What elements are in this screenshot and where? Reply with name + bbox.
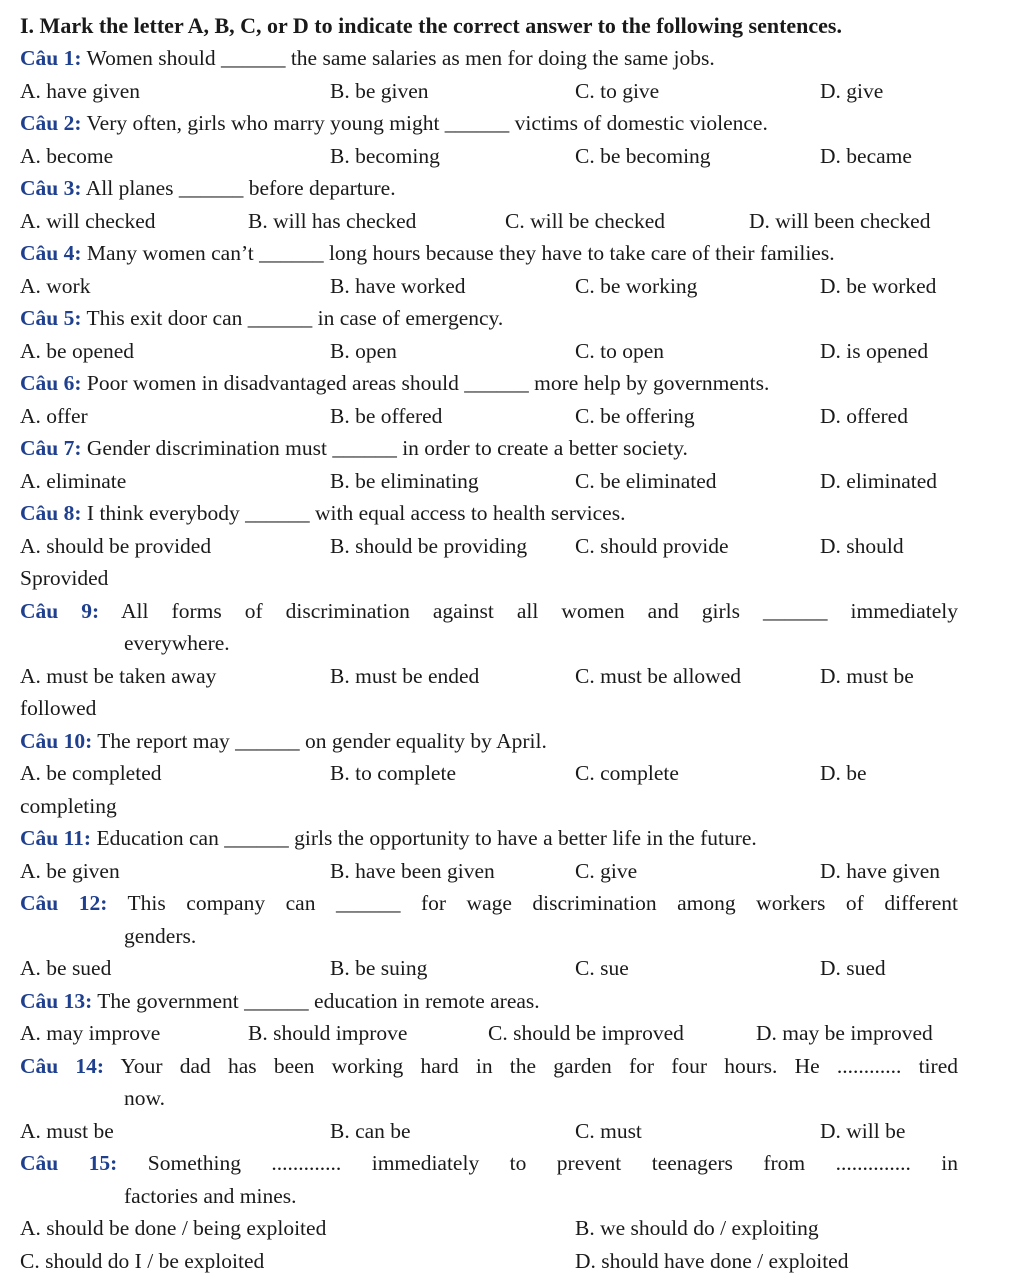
option-d[interactable]: D. be worked [820,273,937,298]
option-c[interactable]: C. sue [575,956,629,980]
option-c[interactable]: C. be eliminated [575,468,717,493]
option-c[interactable]: C. must be allowed [575,663,742,688]
option-b[interactable]: B. should improve [248,1021,408,1045]
question-label: Câu 8: [20,501,82,525]
options-row [20,465,958,498]
option-c[interactable]: C. complete [575,761,679,785]
option-d-wrap: Sprovided [20,566,109,590]
option-c[interactable]: C. to give [575,78,660,103]
question-14 [20,1050,958,1083]
option-b[interactable]: B. can be [330,1118,411,1143]
option-d-first-word: D. should [820,533,904,558]
question-text: This exit door can ______ in case of emergency. [86,306,504,330]
option-a[interactable]: A. have given [20,78,141,103]
section-heading: I. Mark the letter A, B, C, or D to indicate the correct answer to the following sentences. [20,13,842,38]
question-label: Câu 9: [20,598,100,623]
option-c[interactable]: C. to open [575,338,664,363]
options-row [20,1017,958,1050]
option-b[interactable]: B. to complete [330,761,456,785]
option-d[interactable]: D. must be [820,663,914,688]
option-d[interactable]: D. may be improved [756,1021,933,1045]
question-13 [20,985,958,1018]
option-a[interactable]: A. be sued [20,956,112,980]
option-c[interactable]: C. be becoming [575,143,711,168]
question-text: This company can ______ for wage discrimination among workers of different [127,891,958,915]
question-text: The report may ______ on gender equality by April. [97,728,547,753]
question-text: Very often, girls who marry young might ______ victims of domestic violence. [86,111,768,135]
question-continuation: now. [124,1086,166,1110]
option-c[interactable]: C. give [575,858,638,883]
option-d[interactable]: D. became [820,143,912,168]
question-label: Câu 4: [20,241,82,265]
option-b[interactable]: B. must be ended [330,663,480,688]
option-d[interactable]: D. will be [820,1118,906,1143]
options-row [20,1212,958,1245]
question-15 [20,1147,958,1180]
question-text: Women should ______ the same salaries as men for doing the same jobs. [86,46,715,70]
option-b[interactable]: B. becoming [330,143,440,168]
options-row [20,757,958,790]
question-text: All planes ______ before departure. [85,176,396,200]
option-d[interactable]: D. give [820,78,884,103]
options-row [20,855,958,888]
question-7 [20,432,958,465]
option-a[interactable]: A. be given [20,858,120,883]
options-row [20,205,958,238]
option-c[interactable]: C. should do I / be exploited [20,1248,265,1273]
question-label: Câu 1: [20,46,82,70]
option-d[interactable]: D. be [820,761,867,785]
question-continuation: everywhere. [124,631,230,655]
options-row [20,530,958,563]
question-continuation: genders. [124,923,197,948]
option-a[interactable]: A. eliminate [20,468,127,493]
question-text: Education can ______ girls the opportunity to have a better life in the future. [96,826,757,850]
question-12 [20,887,958,920]
option-b[interactable]: B. have worked [330,273,466,298]
question-8 [20,497,958,530]
question-label: Câu 2: [20,111,82,135]
option-c[interactable]: C. will be checked [505,208,666,233]
question-1 [20,42,958,75]
question-label: Câu 14: [20,1053,105,1078]
question-label: Câu 6: [20,371,82,395]
option-a[interactable]: A. offer [20,403,88,428]
question-2 [20,107,958,140]
question-label: Câu 11: [20,826,92,850]
options-row [20,400,958,433]
option-d[interactable]: D. eliminated [820,468,938,493]
question-6 [20,367,958,400]
options-row [20,270,958,303]
question-label: Câu 15: [20,1151,118,1175]
option-c[interactable]: C. be working [575,273,698,298]
question-text: The government ______ education in remote areas. [97,988,540,1013]
option-a[interactable]: A. be completed [20,761,162,785]
option-d[interactable]: D. offered [820,403,908,428]
option-a[interactable]: A. should be done / being exploited [20,1216,327,1240]
option-d[interactable]: D. should have done / exploited [575,1248,849,1273]
question-label: Câu 10: [20,728,93,753]
question-4 [20,237,958,270]
option-b[interactable]: B. be given [330,78,429,103]
option-c[interactable]: C. should be improved [488,1021,684,1045]
option-a[interactable]: A. must be [20,1118,114,1143]
options-row [20,140,958,173]
option-b[interactable]: B. will has checked [248,208,417,233]
option-a[interactable]: A. may improve [20,1021,161,1045]
option-c[interactable]: C. be offering [575,403,695,428]
option-a[interactable]: A. will checked [20,208,156,233]
question-label: Câu 3: [20,176,82,200]
option-d[interactable]: D. sued [820,956,886,980]
question-9 [20,595,958,628]
option-c[interactable]: C. must [575,1118,642,1143]
options-row [20,952,958,985]
question-text: All forms of discrimination against all women and girls ______ immediately [121,598,958,623]
option-b[interactable]: B. be eliminating [330,468,479,493]
question-text: Gender discrimination must ______ in order to create a better society. [86,436,688,460]
option-b[interactable]: B. be suing [330,956,428,980]
question-label: Câu 13: [20,988,93,1013]
option-b[interactable]: B. be offered [330,403,443,428]
question-text: Your dad has been working hard in the garden for four hours. He ............ tired [120,1053,958,1078]
options-row [20,75,958,108]
question-10 [20,725,958,758]
option-b[interactable]: B. open [330,338,397,363]
question-3 [20,172,958,205]
option-d[interactable]: D. have given [820,858,941,883]
question-5 [20,302,958,335]
question-label: Câu 7: [20,436,82,460]
option-a[interactable]: A. be opened [20,338,135,363]
question-label: Câu 5: [20,306,82,330]
question-text: Something ............. immediately to prevent teenagers from .............. in [147,1151,958,1175]
options-row [20,1115,958,1148]
options-row [20,1245,958,1278]
option-c[interactable]: C. should provide [575,533,729,558]
option-d[interactable]: D. is opened [820,338,929,363]
question-label: Câu 12: [20,891,108,915]
option-a[interactable]: A. should be provided [20,533,212,558]
question-text: I think everybody ______ with equal access to health services. [86,501,626,525]
option-b[interactable]: B. should be providing [330,533,528,558]
options-row [20,335,958,368]
question-11 [20,822,958,855]
option-d[interactable]: D. will been checked [749,208,931,233]
option-d[interactable] [820,530,958,563]
question-text: Poor women in disadvantaged areas should ______ more help by governments. [86,371,770,395]
options-row [20,660,958,693]
option-d-wrap: completing [20,793,117,818]
option-b[interactable]: B. have been given [330,858,495,883]
option-a[interactable]: A. become [20,143,114,168]
option-a[interactable]: A. must be taken away [20,663,217,688]
option-a[interactable]: A. work [20,273,91,298]
option-d-wrap: followed [20,696,97,720]
question-continuation: factories and mines. [124,1183,297,1208]
question-text: Many women can’t ______ long hours because they have to take care of their families. [86,241,835,265]
option-b[interactable]: B. we should do / exploiting [575,1216,819,1240]
